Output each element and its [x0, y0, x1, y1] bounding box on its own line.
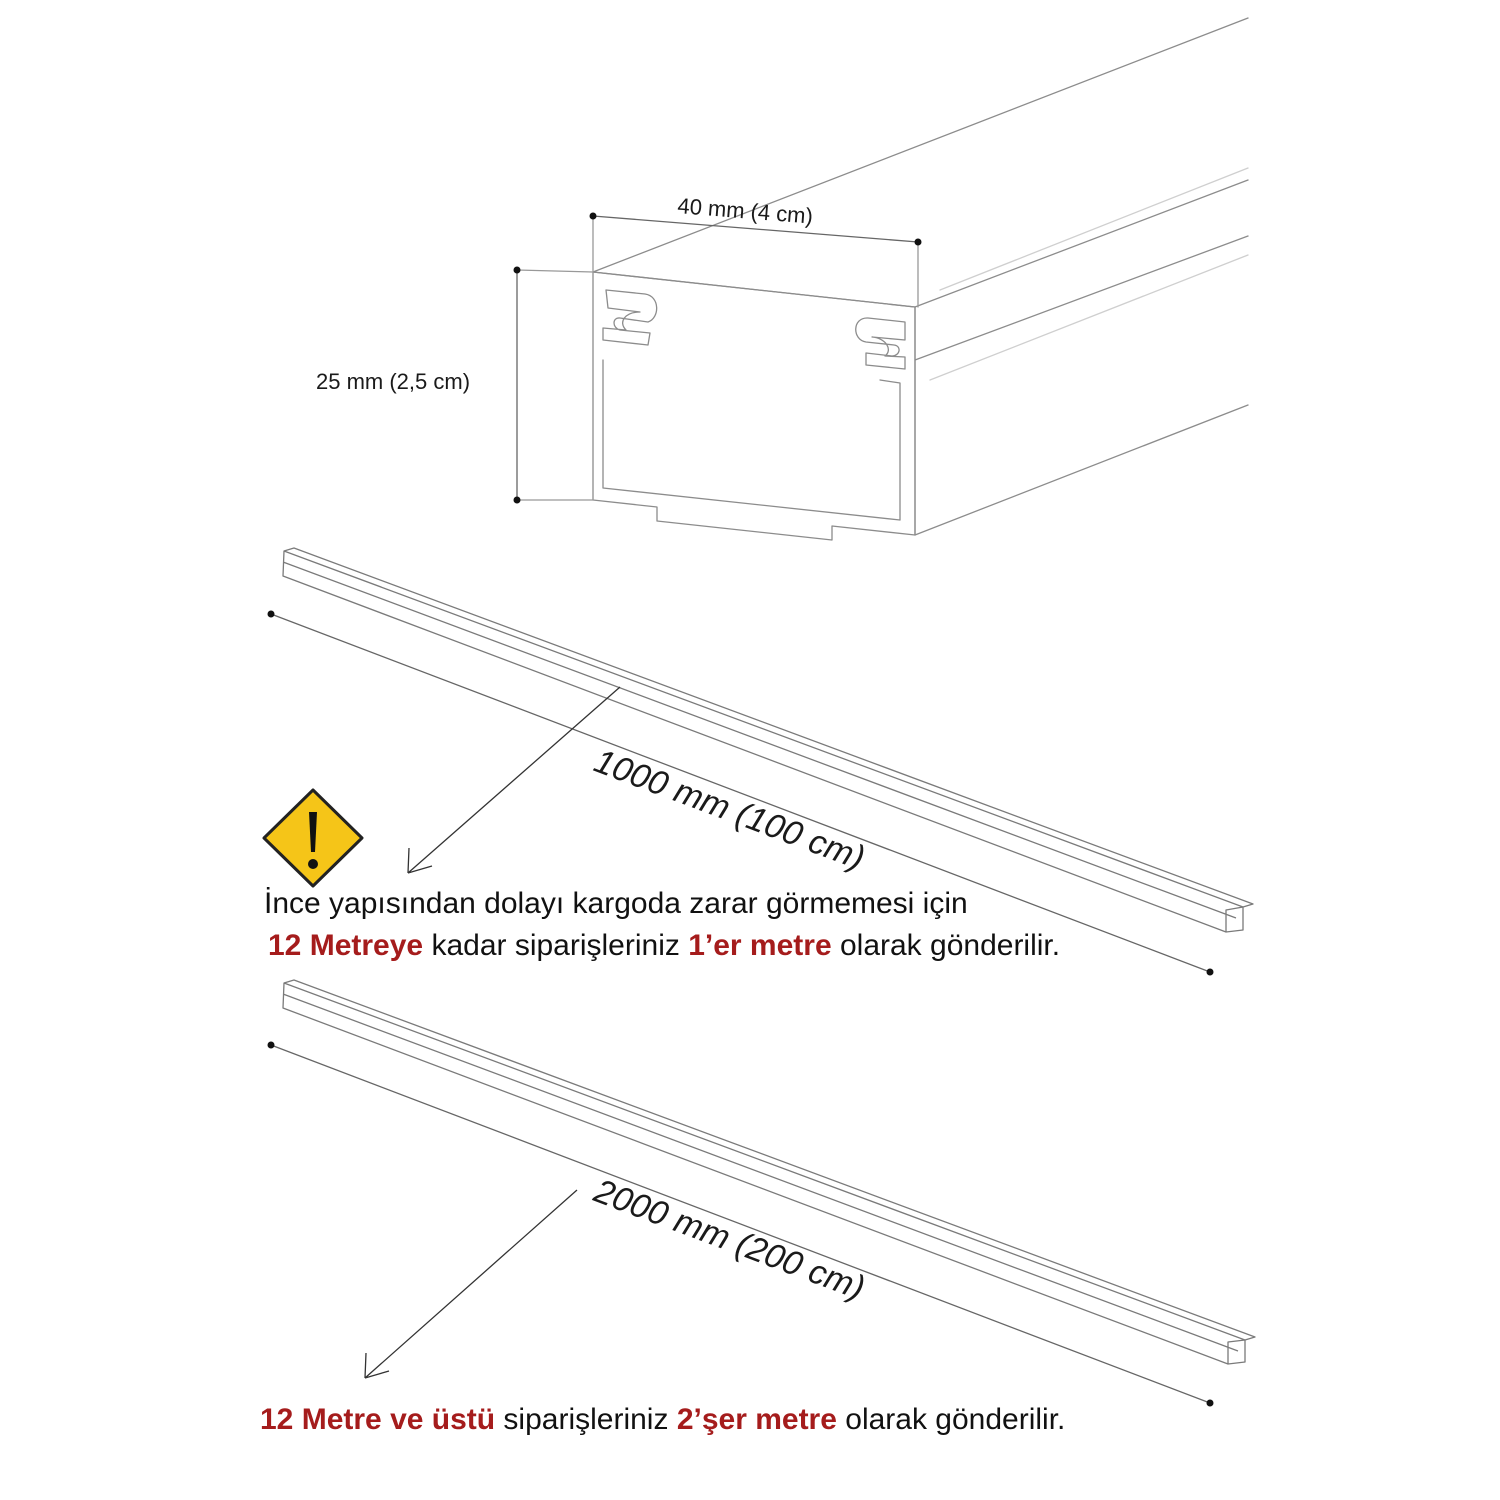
duct-inner-lines	[930, 168, 1248, 380]
duct-side-face	[915, 236, 1248, 535]
notice-line-2-highlight-b: 1’er metre	[688, 929, 832, 962]
duct-right-hook	[856, 318, 905, 369]
width-label: 40 mm (4 cm)	[676, 193, 814, 229]
notice-line-3-highlight-a: 12 Metre ve üstü	[260, 1403, 496, 1436]
notice-line-2-text-b: olarak gönderilir.	[831, 929, 1061, 962]
length-short-label: 1000 mm (100 cm)	[589, 741, 870, 878]
duct-left-hook	[603, 290, 657, 345]
height-label: 25 mm (2,5 cm)	[316, 369, 471, 394]
duct-cross-section	[593, 272, 915, 540]
length-long-label: 2000 mm (200 cm)	[589, 1171, 870, 1308]
rod-long-arrow	[365, 1190, 577, 1378]
notice-line-2-highlight-a: 12 Metreye	[268, 929, 424, 962]
notice-line-2-text-a: kadar siparişleriniz	[423, 929, 689, 962]
warning-icon	[264, 790, 362, 886]
rod-short-arrow	[408, 687, 620, 873]
notice-line-3-text-b: olarak gönderilir.	[836, 1403, 1066, 1436]
notice-line-3-text-a: siparişleriniz	[495, 1403, 677, 1436]
notice-line-3-highlight-b: 2’şer metre	[676, 1403, 837, 1436]
rod-long	[283, 980, 1255, 1364]
notice-line-2	[268, 929, 1060, 963]
duct-top-face	[593, 18, 1248, 307]
notice-line-1: İnce yapısından dolayı kargoda zarar görmemesi için	[264, 887, 968, 920]
notice-line-3	[260, 1403, 1065, 1437]
rod-short	[283, 548, 1253, 932]
duct-inner-profile	[603, 360, 900, 520]
